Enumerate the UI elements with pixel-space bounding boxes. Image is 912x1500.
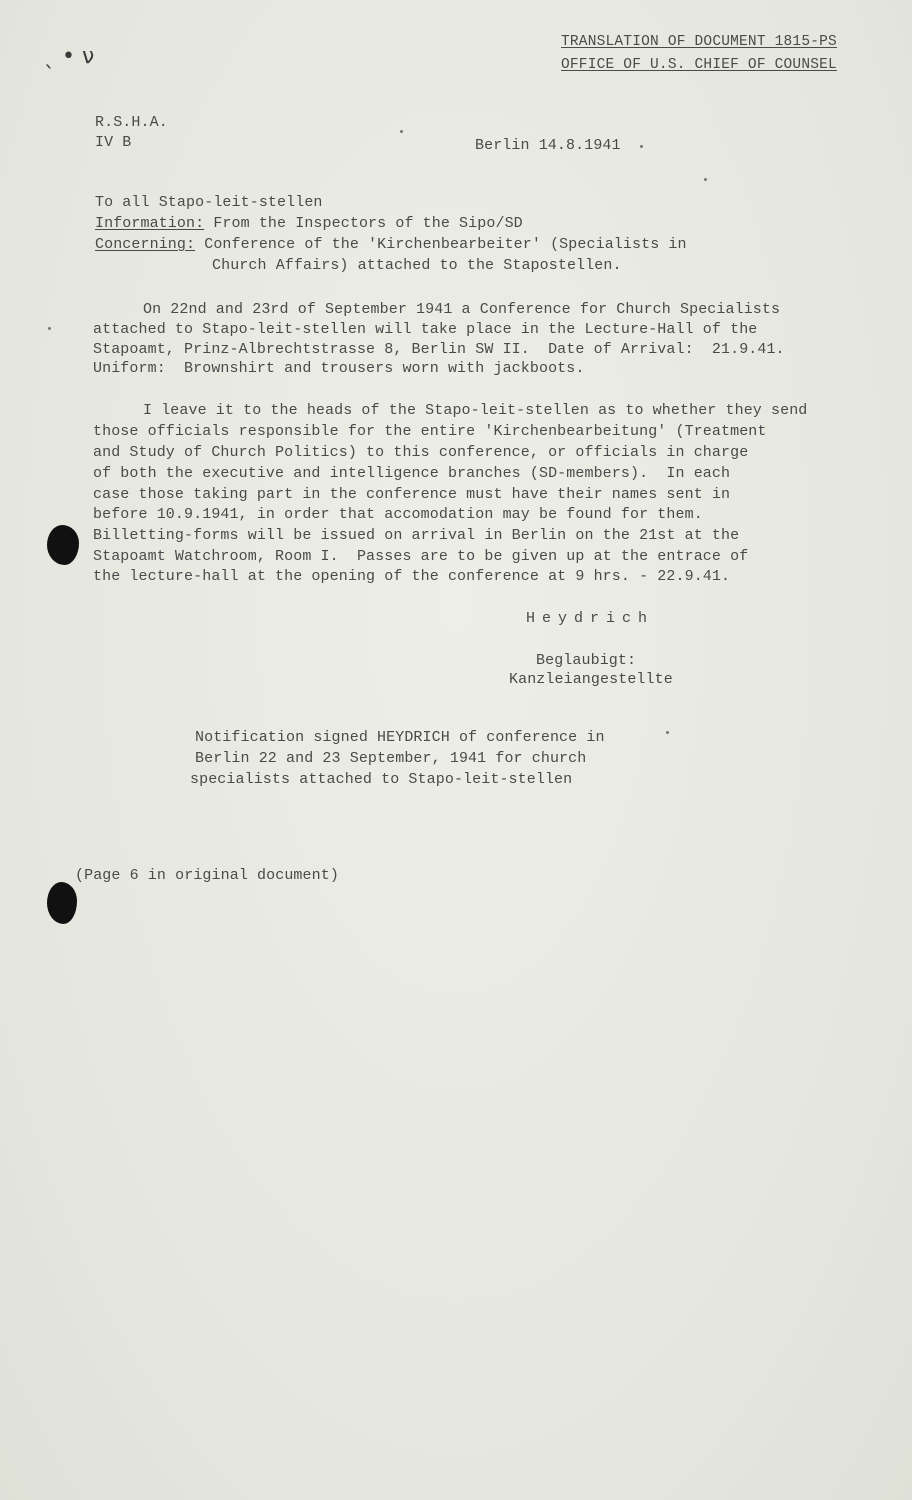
paragraph-2-line: I leave it to the heads of the Stapo-leit-stellen as to whether they send [143, 402, 808, 419]
paragraph-2-line: Stapoamt Watchroom, Room I. Passes are to be given up at the entrace of [93, 548, 749, 565]
office-header: OFFICE OF U.S. CHIEF OF COUNSEL [561, 57, 837, 73]
paragraph-2-line: Billetting-forms will be issued on arrival in Berlin on the 21st at the [93, 527, 740, 544]
paragraph-1-line: Stapoamt, Prinz-Albrechtstrasse 8, Berlin SW II. Date of Arrival: 21.9.41. [93, 341, 785, 358]
concerning-text: Conference of the 'Kirchenbearbeiter' (Specialists in [195, 236, 687, 253]
paragraph-2-line: those officials responsible for the entire 'Kirchenbearbeitung' (Treatment [93, 423, 767, 440]
paragraph-2-line: and Study of Church Politics) to this conference, or officials in charge [93, 444, 749, 461]
summary-line: Notification signed HEYDRICH of conference in [195, 729, 605, 746]
paragraph-2-line: before 10.9.1941, in order that accomodation may be found for them. [93, 506, 703, 523]
speck [666, 731, 669, 734]
paragraph-1-line: Uniform: Brownshirt and trousers worn with jackboots. [93, 360, 585, 377]
speck [400, 130, 403, 133]
page-note: (Page 6 in original document) [75, 867, 339, 884]
speck [48, 327, 51, 330]
paragraph-2-line: of both the executive and intelligence branches (SD-members). In each [93, 465, 731, 482]
information-line [95, 214, 523, 235]
recipient-line: To all Stapo-leit-stellen [95, 194, 323, 211]
information-label: Information: [95, 215, 205, 232]
paragraph-2-line: case those taking part in the conference must have their names sent in [93, 486, 731, 503]
date-line: Berlin 14.8.1941 [475, 137, 621, 154]
corner-handwritten-mark: ˎ • ν [44, 44, 95, 69]
concerning-label: Concerning: [95, 236, 196, 253]
information-text: From the Inspectors of the Sipo/SD [204, 215, 523, 232]
sender-dept: IV B [95, 134, 132, 151]
signature-name: Heydrich [526, 610, 655, 627]
certification-office: Kanzleiangestellte [509, 671, 673, 688]
punch-hole-mark [47, 525, 79, 565]
summary-line: Berlin 22 and 23 September, 1941 for church [195, 750, 587, 767]
sender-org: R.S.H.A. [95, 114, 168, 131]
concerning-line [95, 235, 687, 256]
summary-line: specialists attached to Stapo-leit-stellen [190, 771, 573, 788]
paragraph-1-line: attached to Stapo-leit-stellen will take place in the Lecture-Hall of the [93, 321, 758, 338]
translation-header: TRANSLATION OF DOCUMENT 1815-PS [561, 34, 837, 50]
certification-label: Beglaubigt: [536, 652, 637, 669]
concerning-line-2: Church Affairs) attached to the Stapostellen. [212, 257, 622, 274]
speck [640, 145, 643, 148]
punch-hole-mark [47, 882, 77, 924]
paragraph-2-line: the lecture-hall at the opening of the conference at 9 hrs. - 22.9.41. [93, 568, 731, 585]
paragraph-1-line: On 22nd and 23rd of September 1941 a Conference for Church Specialists [143, 301, 781, 318]
speck [704, 178, 707, 181]
